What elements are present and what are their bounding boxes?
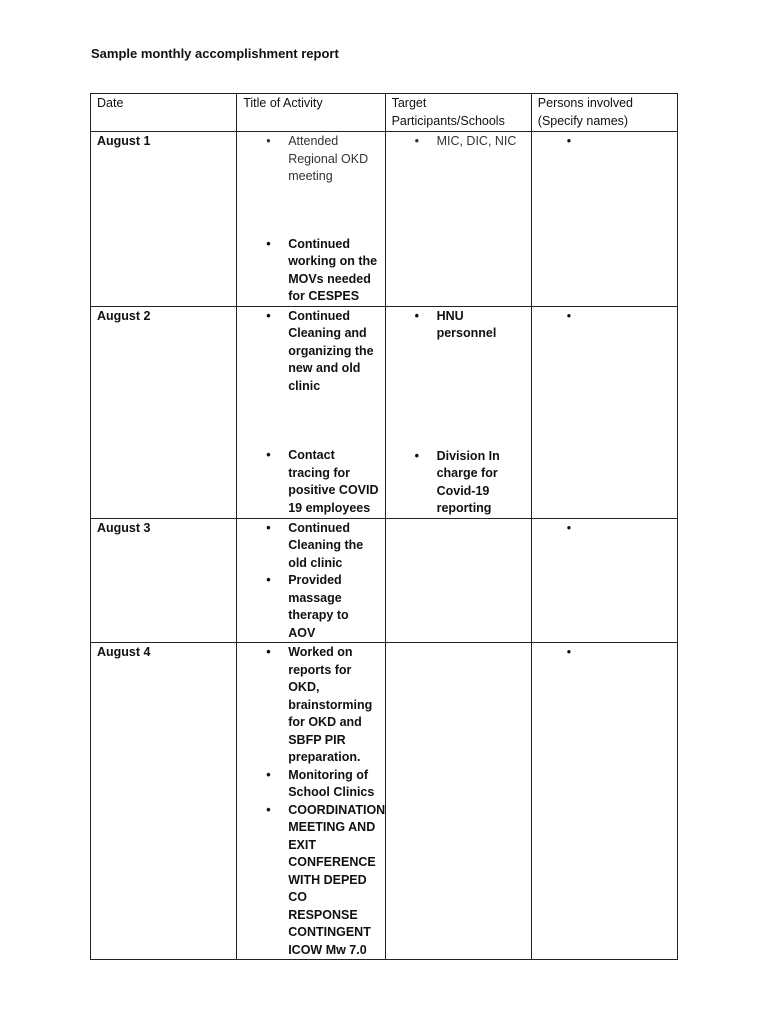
row-date: August 3 (91, 518, 237, 643)
target-item: • MIC, DIC, NIC (392, 133, 525, 151)
table-row (91, 132, 678, 307)
persons-cell (531, 643, 677, 960)
row-date: August 1 (91, 132, 237, 307)
persons-bullet: • (566, 134, 572, 148)
activity-item: • Contact tracing for positive COVID 19 employees (243, 447, 378, 517)
activity-item: • Continued Cleaning the old clinic (243, 520, 378, 573)
accomplishment-table (90, 93, 678, 960)
table-row (91, 643, 678, 960)
activity-item: • Attended Regional OKD meeting (243, 133, 378, 186)
activity-cell (237, 132, 385, 307)
activity-cell (237, 643, 385, 960)
header-date: Date (91, 94, 237, 132)
row-date: August 4 (91, 643, 237, 960)
target-cell (385, 132, 531, 307)
target-item: • Division In charge for Covid-19 reporting (392, 448, 525, 518)
persons-cell (531, 132, 677, 307)
row-date: August 2 (91, 306, 237, 518)
activity-cell (237, 518, 385, 643)
report-title: Sample monthly accomplishment report (91, 46, 339, 61)
target-cell (385, 518, 531, 643)
target-cell (385, 643, 531, 960)
header-title-of-activity: Title of Activity (237, 94, 385, 132)
activity-item: • Continued working on the MOVs needed for CESPES (243, 236, 378, 306)
target-cell (385, 306, 531, 518)
activity-item: • Continued Cleaning and organizing the new and old clinic (243, 308, 378, 396)
table-row (91, 518, 678, 643)
header-target-participants: Target Participants/Schools (385, 94, 531, 132)
table-row (91, 306, 678, 518)
persons-cell (531, 306, 677, 518)
activity-item: • Monitoring of School Clinics (243, 767, 378, 802)
persons-bullet: • (566, 520, 572, 535)
persons-bullet: • (566, 645, 572, 659)
activity-item: • COORDINATION MEETING AND EXIT CONFERENCE WITH DEPED CO RESPONSE CONTINGENT ICOW Mw 7.0 (243, 802, 378, 960)
activity-cell (237, 306, 385, 518)
table-header-row (91, 94, 678, 132)
target-item: • HNU personnel (392, 308, 525, 343)
header-persons-involved: Persons involved (Specify names) (531, 94, 677, 132)
activity-item: • Worked on reports for OKD, brainstorming for OKD and SBFP PIR preparation. (243, 644, 378, 767)
persons-cell (531, 518, 677, 643)
activity-item: • Provided massage therapy to AOV (243, 572, 378, 642)
persons-bullet: • (566, 308, 572, 323)
